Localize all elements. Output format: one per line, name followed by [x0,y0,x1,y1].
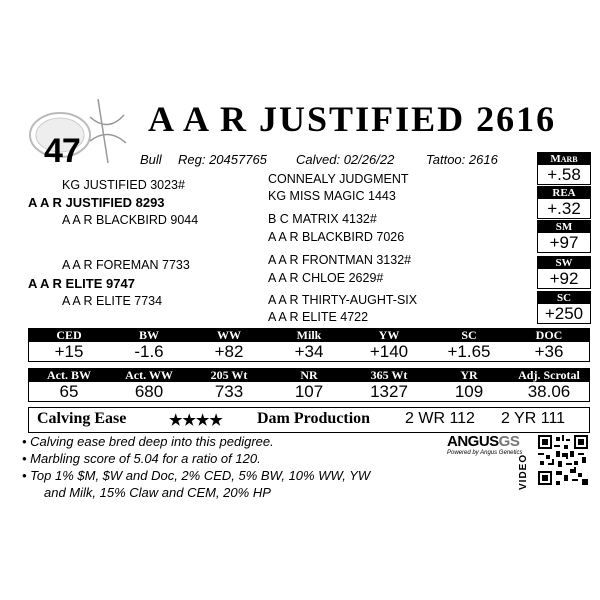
dam-dam: A A R ELITE 7734 [62,294,163,308]
epd-box-sw [537,256,591,289]
epd-box-sm [537,220,591,253]
epd-value: +34 [294,342,324,361]
note-1: • Calving ease bred deep into this pedigree. [22,434,274,449]
actuals-value: 107 [294,382,324,401]
actuals-value: 38.06 [527,382,571,401]
epd-header-row [29,329,589,342]
dam-production-label: Dam Production [257,410,371,427]
pedigree-g3: B C MATRIX 4132# [268,212,377,226]
sire-dam: A A R BLACKBIRD 9044 [62,213,199,227]
sire: A A R JUSTIFIED 8293 [28,195,165,210]
dam-production-yr: 2 YR 111 [501,410,566,427]
note-4: and Milk, 15% Claw and CEM, 20% HP [44,485,271,500]
epd-value: -1.6 [134,342,164,361]
epd-box-sc [537,291,591,324]
lot-number: 47 [44,132,80,170]
animal-name: A A R JUSTIFIED 2616 [148,99,557,139]
epd-value: +1.65 [447,342,491,361]
epd-value: +97 [549,233,579,252]
epd-value: +15 [54,342,84,361]
dam-sire: A A R FOREMAN 7733 [62,258,190,272]
calving-ease-label: Calving Ease [37,410,127,427]
actuals-header-row [29,369,589,382]
actuals-value-row [29,382,589,401]
pedigree-g2: KG MISS MAGIC 1443 [268,189,396,203]
actuals-header: Act. BW [29,369,109,382]
epd-box-marb [537,152,591,185]
epd-label: Marb [538,153,590,165]
pedigree-g6: A A R CHLOE 2629# [268,271,384,285]
actuals-value: 680 [134,382,164,401]
pedigree-g1: CONNEALY JUDGMENT [268,172,409,186]
brand-name: ANGUS [447,433,499,450]
calving-dam-row [28,407,590,433]
epd-value-row [29,342,589,361]
qr-code-icon[interactable] [538,435,588,485]
sire-sire: KG JUSTIFIED 3023# [62,178,185,192]
actuals-header: Act. WW [109,369,189,382]
pedigree-g7: A A R THIRTY-AUGHT-SIX [268,293,418,307]
epd-value: +.58 [547,165,581,184]
epd-header: YW [349,329,429,342]
brand-tagline: Powered by Angus Genetics [447,450,523,456]
epd-value: +92 [549,269,579,288]
actuals-value: 1327 [370,382,408,401]
actuals-header: 205 Wt [189,369,269,382]
epd-label: SC [538,292,590,304]
calving-ease-stars: ★★★★ [169,413,223,429]
epd-label: REA [538,187,590,199]
pedigree-g5: A A R FRONTMAN 3132# [268,253,412,267]
note-2: • Marbling score of 5.04 for a ratio of 120. [22,451,261,466]
actuals-value: 109 [454,382,484,401]
epd-value: +250 [544,304,584,323]
actuals-header: NR [269,369,349,382]
brand-suffix: GS [498,433,520,450]
actuals-table [28,368,590,402]
epd-header: Milk [269,329,349,342]
epd-value: +36 [534,342,564,361]
epd-table [28,328,590,362]
actuals-value: 65 [59,382,79,401]
actuals-header: YR [429,369,509,382]
epd-value: +82 [214,342,244,361]
tattoo: Tattoo: 2616 [426,152,498,167]
actuals-header: 365 Wt [349,369,429,382]
epd-header: CED [29,329,109,342]
epd-label: SM [538,221,590,233]
note-3: • Top 1% $M, $W and Doc, 2% CED, 5% BW, 10% WW, YW [22,468,371,483]
dam: A A R ELITE 9747 [28,276,135,291]
epd-value: +.32 [547,199,581,218]
sex: Bull [140,152,162,167]
epd-header: WW [189,329,269,342]
registration: Reg: 20457765 [178,152,267,167]
actuals-header: Adj. Scrotal [509,369,589,382]
epd-header: SC [429,329,509,342]
video-label: VIDEO [518,453,529,490]
epd-box-rea [537,186,591,219]
actuals-value: 733 [214,382,244,401]
epd-header: DOC [509,329,589,342]
pedigree-g8: A A R ELITE 4722 [268,310,369,324]
pedigree-g4: A A R BLACKBIRD 7026 [268,230,405,244]
dam-production-wr: 2 WR 112 [405,410,475,427]
angus-gs-logo [447,433,527,456]
epd-header: BW [109,329,189,342]
calved-date: Calved: 02/26/22 [296,152,395,167]
epd-value: +140 [369,342,409,361]
epd-label: SW [538,257,590,269]
